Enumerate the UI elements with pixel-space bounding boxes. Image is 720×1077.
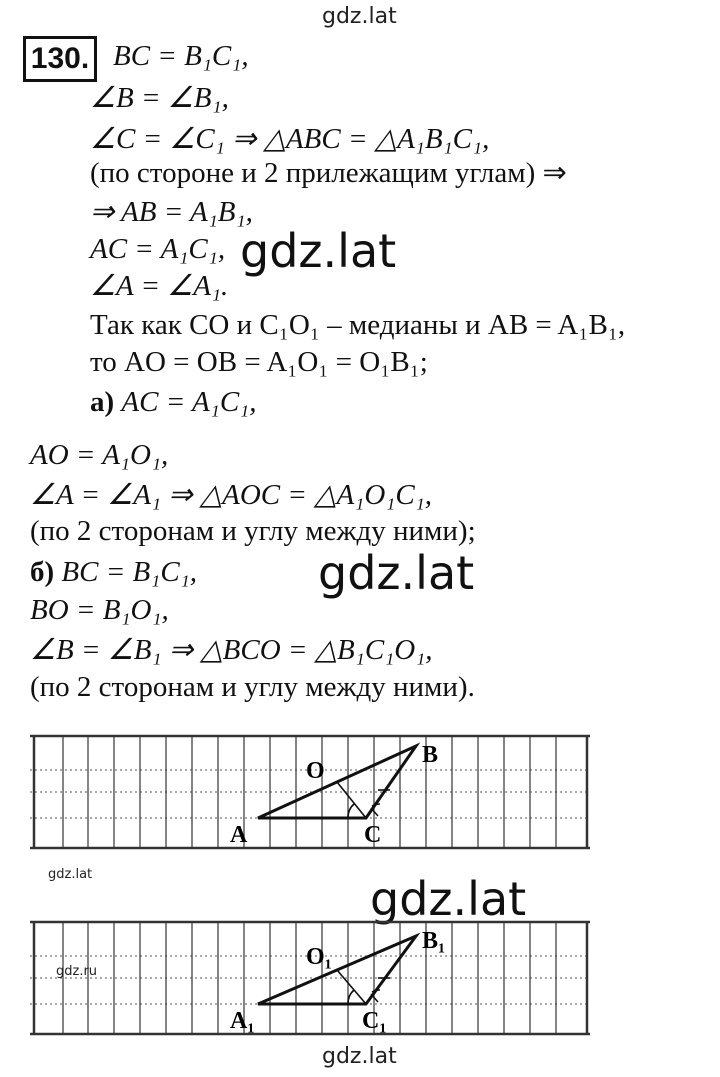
solution-line-14 [30,554,197,590]
solution-line-2: ∠B = ∠B₁, [90,82,229,114]
solution-line-7: ∠A = ∠A₁. [90,270,229,302]
grid-lines-1 [30,736,590,848]
solution-line-4: (по стороне и 2 прилежащим углам) ⇒ [90,157,567,189]
vertex-label-b-1: B [422,742,439,768]
median-1 [337,782,390,818]
vertex-label-c-1: C [364,822,382,848]
solution-line-5: ⇒ AB = A₁B₁, [90,196,253,228]
watermark-small: gdz.lat [48,867,93,882]
watermark-ru: gdz.ru [56,964,98,979]
watermark-mid-2: gdz.lat [318,546,475,600]
vertex-label-o-2: O₁ [306,944,332,970]
solution-line-9: то AO = OB = A₁O₁ = O₁B₁; [90,346,428,378]
marker-a: а) [90,386,115,418]
solution-line-11: AO = A₁O₁, [30,439,169,471]
marker-b: б) [30,556,55,588]
watermark-bottom: gdz.lat [322,1044,397,1069]
solution-line-3: ∠C = ∠C₁ ⇒ △ABC = △A₁B₁C₁, [90,123,490,155]
grid-lines-2 [30,922,590,1034]
solution-line-8: Так как CO и C₁O₁ – медианы и AB = A₁B₁, [90,309,626,341]
solution-line-16: ∠B = ∠B₁ ⇒ △BCO = △B₁C₁O₁, [30,634,433,666]
watermark-mid-3: gdz.lat [370,872,527,926]
solution-line-10 [90,384,257,420]
solution-line-6: AC = A₁C₁, [90,233,226,265]
median-2 [337,970,390,1004]
triangle-figure-2 [30,920,590,1038]
solution-line-12: ∠A = ∠A₁ ⇒ △AOC = △A₁O₁C₁, [30,479,433,511]
vertex-label-b-2: B₁ [422,928,446,954]
problem-number: 130. [23,36,97,82]
triangle-figure-1 [30,734,590,852]
vertex-label-a-2: A₁ [230,1008,255,1034]
solution-line-10-text: AC = A₁C₁, [121,386,257,418]
watermark-top: gdz.lat [322,4,397,29]
vertex-label-c-2: C₁ [362,1008,387,1034]
solution-line-14-text: BC = B₁C₁, [61,556,198,588]
solution-line-13: (по 2 сторонам и углу между ними); [30,515,476,547]
solution-line-1: BC = B₁C₁, [113,40,249,72]
vertex-label-o-1: O [306,758,325,784]
vertex-label-a-1: A [230,822,248,848]
watermark-mid-1: gdz.lat [240,224,397,278]
solution-line-17: (по 2 сторонам и углу между ними). [30,671,475,703]
solution-line-15: BO = B₁O₁, [30,594,169,626]
